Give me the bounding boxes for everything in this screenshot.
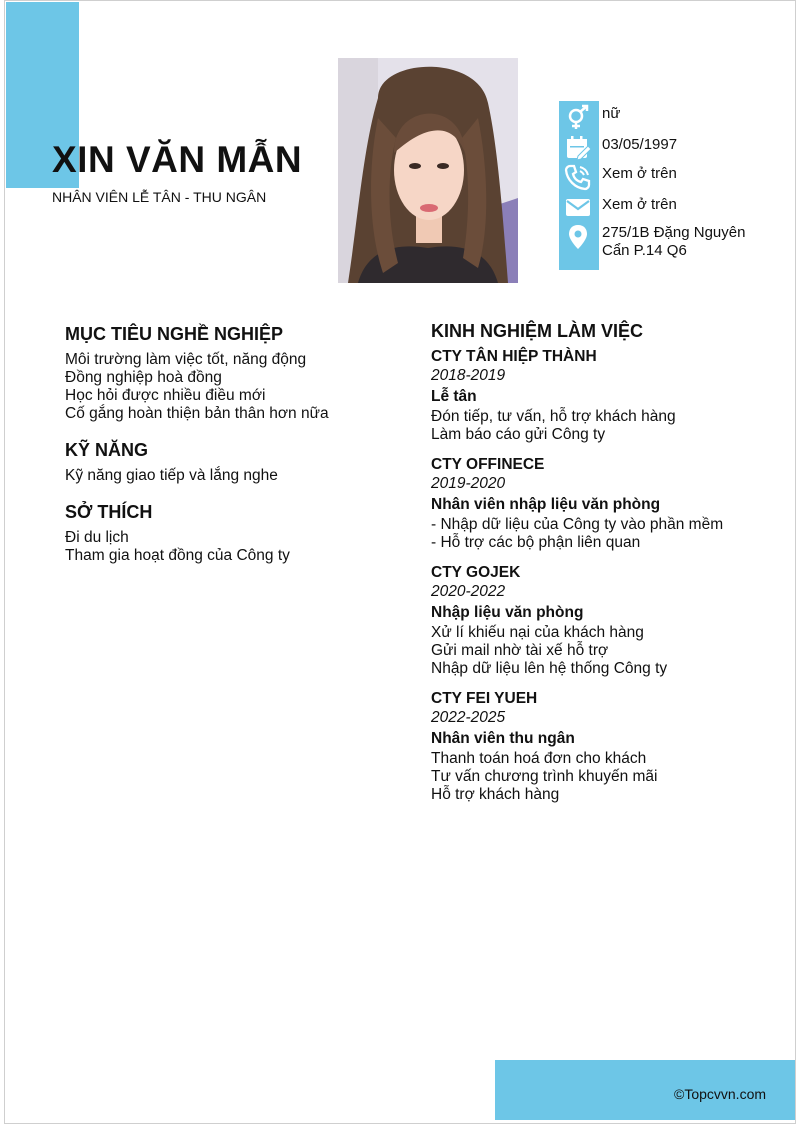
contact-icon-bar	[559, 101, 599, 270]
contact-address-line: 275/1B Đặng Nguyên	[602, 224, 746, 241]
objective-section	[65, 323, 395, 423]
job-role: Nhân viên nhập liệu văn phòng	[431, 496, 661, 513]
company-name: CTY GOJEK	[431, 564, 521, 581]
contact-address	[602, 224, 745, 260]
experience-item	[431, 456, 726, 552]
objective-line: Đồng nghiệp hoà đồng	[65, 369, 222, 386]
job-task: Hỗ trợ khách hàng	[431, 786, 560, 803]
job-task: - Hỗ trợ các bộ phận liên quan	[431, 534, 641, 551]
hobbies-section	[65, 501, 395, 565]
job-task: Làm báo cáo gửi Công ty	[431, 426, 606, 443]
objective-line: Học hỏi được nhiều điều mới	[65, 387, 266, 404]
job-task: Gửi mail nhờ tài xế hỗ trợ	[431, 642, 609, 659]
job-period: 2019-2020	[431, 475, 506, 492]
section-title: KỸ NĂNG	[65, 440, 149, 460]
phone-icon	[564, 163, 592, 191]
company-name: CTY TÂN HIỆP THÀNH	[431, 348, 597, 365]
company-name: CTY OFFINECE	[431, 456, 545, 473]
job-role: Lễ tân	[431, 388, 477, 405]
job-task: Đón tiếp, tư vấn, hỗ trợ khách hàng	[431, 408, 676, 425]
left-column	[65, 323, 395, 581]
resume-page	[4, 0, 796, 1124]
job-task: Xử lí khiếu nại của khách hàng	[431, 624, 644, 641]
skills-section	[65, 439, 395, 485]
location-icon	[564, 223, 592, 251]
experience-item	[431, 348, 726, 444]
skill-line: Kỹ năng giao tiếp và lắng nghe	[65, 467, 278, 484]
candidate-name: XIN VĂN MẪN	[52, 139, 303, 180]
job-period: 2022-2025	[431, 709, 506, 726]
copyright-text: ©Topcvvn.com	[674, 1086, 767, 1102]
calendar-icon	[564, 133, 592, 161]
section-title: MỤC TIÊU NGHỀ NGHIỆP	[65, 324, 284, 344]
experience-item	[431, 690, 726, 804]
contact-phone: Xem ở trên	[602, 165, 677, 182]
objective-line: Cố gắng hoàn thiện bản thân hơn nữa	[65, 405, 329, 422]
experience-item	[431, 564, 726, 678]
hobby-line: Tham gia hoạt đồng của Công ty	[65, 547, 290, 564]
right-column	[431, 320, 726, 816]
section-title: SỞ THÍCH	[65, 502, 153, 522]
job-task: - Nhập dữ liệu của Công ty vào phần mềm	[431, 516, 724, 533]
envelope-icon	[564, 193, 592, 221]
candidate-job-title: NHÂN VIÊN LỄ TÂN - THU NGÂN	[52, 189, 267, 205]
job-period: 2018-2019	[431, 367, 506, 384]
contact-gender: nữ	[602, 105, 621, 122]
company-name: CTY FEI YUEH	[431, 690, 538, 707]
job-task: Nhập dữ liệu lên hệ thống Công ty	[431, 660, 668, 677]
hobby-line: Đi du lịch	[65, 529, 129, 546]
section-title: KINH NGHIỆM LÀM VIỆC	[431, 321, 644, 341]
job-task: Thanh toán hoá đơn cho khách	[431, 750, 647, 767]
job-role: Nhập liệu văn phòng	[431, 604, 584, 621]
contact-email: Xem ở trên	[602, 196, 677, 213]
objective-line: Môi trường làm việc tốt, năng động	[65, 351, 307, 368]
job-period: 2020-2022	[431, 583, 506, 600]
job-role: Nhân viên thu ngân	[431, 730, 575, 747]
job-task: Tư vấn chương trình khuyến mãi	[431, 768, 658, 785]
profile-photo	[338, 58, 518, 283]
contact-birthday: 03/05/1997	[602, 136, 678, 153]
contact-address-line: Cẩn P.14 Q6	[602, 242, 687, 259]
gender-icon	[564, 103, 592, 131]
